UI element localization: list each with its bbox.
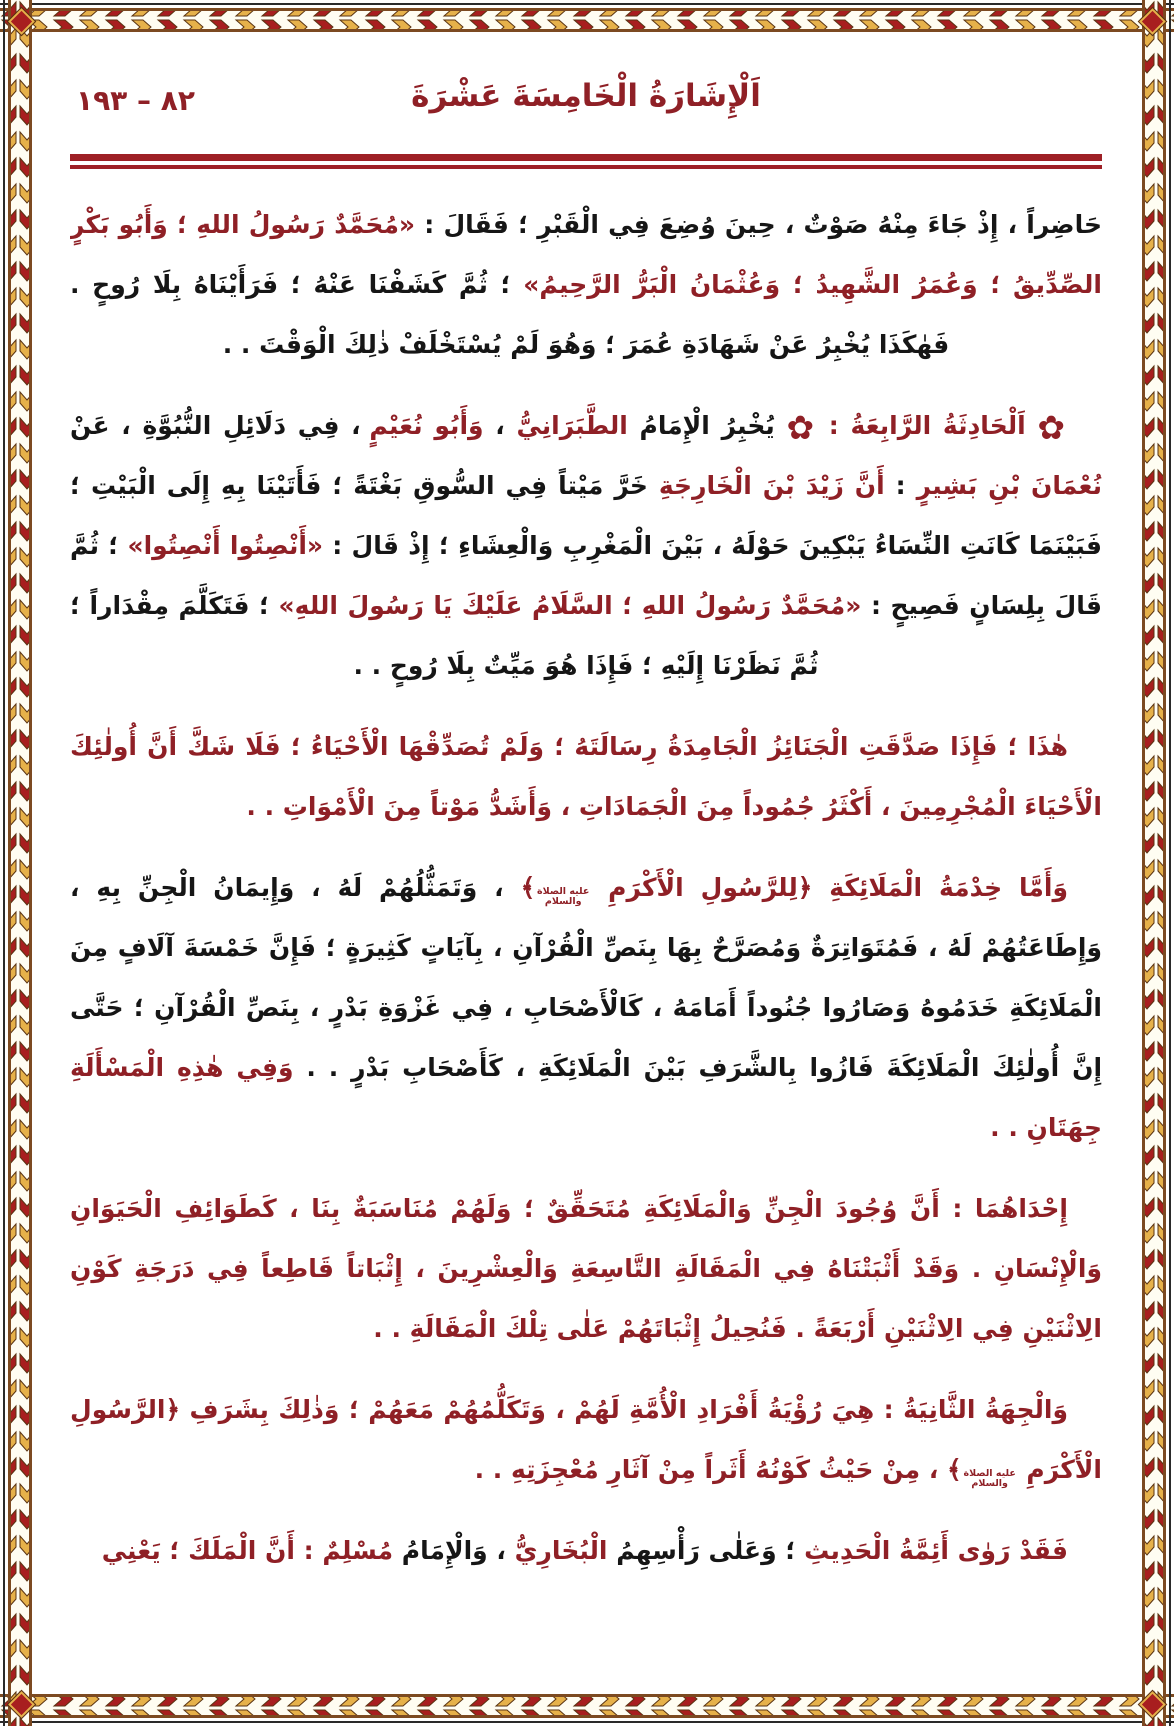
border-left-strip bbox=[0, 0, 40, 1726]
paragraph bbox=[70, 717, 1102, 837]
text-segment: «أَنْصِتُوا أَنْصِتُوا» bbox=[127, 531, 324, 560]
text-segment: هٰذَا ؛ فَإِذَا صَدَّقَتِ الْجَنَائِزُ الْجَامِدَةُ رِسَالَتَهُ ؛ وَلَمْ تُصَدِّقْهَا الْأَحْيَاءُ ؛ فَلَا شَكَّ أَنَّ أُولٰئِكَ الْأَحْيَاءَ الْمُجْرِمِينَ ، أَكْثَرُ جُمُوداً مِنَ الْجَمَادَاتِ ، وَأَشَدُّ مَوْتاً مِنَ الْأَمْوَاتِ . . bbox=[70, 732, 1102, 821]
paragraph bbox=[70, 1521, 1102, 1581]
text-segment: وَأَمَّا خِدْمَةُ الْمَلَائِكَةِ ﴿لِلرَّسُولِ الْأَكْرَمِ bbox=[591, 873, 1068, 902]
paragraph bbox=[70, 1179, 1102, 1359]
body-text bbox=[70, 195, 1102, 1581]
text-segment: مُسْلِمٌ bbox=[322, 1536, 394, 1565]
text-segment: فَقَدْ رَوٰى أَئِمَّةُ الْحَدِيثِ bbox=[804, 1536, 1068, 1565]
text-segment: وَأَبُو نُعَيْمٍ bbox=[369, 411, 484, 440]
text-segment: إِحْدَاهُمَا : أَنَّ وُجُودَ الْجِنِّ وَالْمَلَائِكَةِ مُتَحَقِّقٌ ؛ وَلَهُمْ مُنَاسَبَةٌ بِنَا ، كَطَوَائِفِ الْحَيَوَانِ وَالْإِنْسَانِ . وَقَدْ أَثْبَتْنَاهُ فِي الْمَقَالَةِ التَّاسِعَةِ وَالْعِشْرِينَ ، إِثْبَاتاً قَاطِعاً فِي دَرَجَةِ كَوْنِ الِاثْنَيْنِ فِي الِاثْنَيْنِ أَرْبَعَةً . فَنُحِيلُ إِثْبَاتَهُمْ عَلٰى تِلْكَ الْمَقَالَةِ . . bbox=[70, 1194, 1102, 1343]
page-title: اَلْإِشَارَةُ الْخَامِسَةَ عَشْرَةَ bbox=[411, 78, 761, 114]
text-segment: ﴾ ، مِنْ حَيْثُ كَوْنُهُ أَثَراً مِنْ آثَارِ مُعْجِزَتِهِ . . bbox=[474, 1455, 962, 1484]
header-divider bbox=[70, 154, 1102, 169]
corner-ornament bbox=[8, 8, 35, 35]
paragraph bbox=[70, 858, 1102, 1158]
text-segment: وَفِي هٰذِهِ الْمَسْأَلَةِ جِهَتَانِ . . bbox=[70, 1053, 1102, 1142]
text-segment: ؛ ثُمَّ قَالَ بِلِسَانٍ فَصِيحٍ : bbox=[70, 531, 1102, 620]
text-segment: وَالْجِهَةُ الثَّانِيَةُ : هِيَ رُؤْيَةُ أَفْرَادِ الْأُمَّةِ لَهُمْ ، وَتَكَلُّمُهُمْ مَعَهُمْ ؛ وَذٰلِكَ بِشَرَفِ ﴿الرَّسُولِ الْأَكْرَمِ bbox=[70, 1395, 1102, 1484]
text-segment: ؛ ثُمَّ كَشَفْنَا عَنْهُ ؛ فَرَأَيْنَاهُ بِلَا رُوحٍ . فَهٰكَذَا يُخْبِرُ عَنْ شَهَادَةِ عُمَرَ ؛ وَهُوَ لَمْ يُسْتَخْلَفْ ذٰلِكَ الْوَقْتَ . . bbox=[70, 270, 950, 359]
text-segment: : bbox=[884, 471, 917, 500]
text-segment: خَرَّ مَيْتاً فِي السُّوقِ بَغْتَةً ؛ فَأَتَيْنَا بِهِ إِلَى الْبَيْتِ ؛ فَبَيْنَمَا كَانَتِ النِّسَاءُ يَبْكِينَ حَوْلَهُ ، بَيْنَ الْمَغْرِبِ وَالْعِشَاءِ ؛ إِذْ قَالَ : bbox=[70, 471, 1102, 560]
text-segment: ، وَالْإِمَامُ bbox=[393, 1536, 515, 1565]
flower-ornament-icon: ✿ bbox=[1037, 408, 1069, 447]
text-segment: ، وَتَمَثُّلُهُمْ لَهُ ، وَإِيمَانُ الْجِنِّ بِهِ ، وَإِطَاعَتُهُمْ لَهُ ، فَمُتَوَاتِرَةٌ وَمُصَرَّحٌ بِهَا بِنَصِّ الْقُرْآنِ ، بِآيَاتٍ كَثِيرَةٍ ؛ فَإِنَّ خَمْسَةَ آلَافٍ مِنَ الْمَلَائِكَةِ خَدَمُوهُ وَصَارُوا جُنُوداً أَمَامَهُ ، كَالْأَصْحَابِ ، فِي غَزْوَةِ بَدْرٍ ، بِنَصِّ الْقُرْآنِ ؛ حَتَّى إِنَّ أُولٰئِكَ الْمَلَائِكَةَ فَازُوا بِالشَّرَفِ بَيْنَ الْمَلَائِكَةِ ، كَأَصْحَابِ بَدْرٍ . . bbox=[70, 873, 1102, 1082]
text-segment: الطَّبَرَانِيُّ bbox=[516, 411, 628, 440]
text-segment: ؛ فَتَكَلَّمَ مِقْدَاراً ؛ ثُمَّ نَظَرْنَا إِلَيْهِ ؛ فَإِذَا هُوَ مَيِّتٌ بِلَا رُوحٍ . . bbox=[70, 591, 819, 680]
text-segment: «مُحَمَّدٌ رَسُولُ اللهِ ؛ السَّلَامُ عَلَيْكَ يَا رَسُولَ اللهِ» bbox=[278, 591, 862, 620]
paragraph bbox=[70, 1380, 1102, 1500]
paragraph bbox=[70, 195, 1102, 375]
text-segment: «مُحَمَّدٌ رَسُولُ اللهِ ؛ وَأَبُو بَكْرٍ الصِّدِّيقُ ؛ وَعُمَرُ الشَّهِيدُ ؛ وَعُثْمَانُ الْبَرُّ الرَّحِيمُ» bbox=[70, 210, 1102, 299]
page-content bbox=[70, 48, 1102, 1680]
text-segment: ﴾ bbox=[520, 873, 536, 902]
corner-ornament bbox=[1139, 1691, 1166, 1718]
paragraph bbox=[70, 396, 1102, 696]
flower-ornament-icon: ✿ bbox=[786, 408, 818, 447]
text-segment: ، bbox=[483, 411, 517, 440]
border-right-strip bbox=[1134, 0, 1174, 1726]
border-top-strip bbox=[0, 0, 1174, 40]
text-segment: يُخْبِرُ الْإِمَامُ bbox=[627, 411, 787, 440]
text-segment: نُعْمَانَ بْنِ بَشِيرٍ bbox=[916, 471, 1102, 500]
corner-ornament bbox=[1139, 8, 1166, 35]
text-segment: الْبُخَارِيُّ bbox=[514, 1536, 608, 1565]
text-segment: حَاضِراً ، إِذْ جَاءَ مِنْهُ صَوْتٌ ، حِينَ وُضِعَ فِي الْقَبْرِ ؛ فَقَالَ : bbox=[415, 210, 1102, 239]
text-segment: اَلْحَادِثَةُ الرَّابِعَةُ : bbox=[817, 411, 1038, 440]
text-segment: ؛ وَعَلٰى رَأْسِهِمُ bbox=[607, 1536, 805, 1565]
page-header bbox=[70, 66, 1102, 154]
border-bottom-strip bbox=[0, 1686, 1174, 1726]
salawat-ligature: عليه الصلاة والسلام bbox=[963, 1468, 1016, 1489]
salawat-ligature: عليه الصلاة والسلام bbox=[537, 886, 590, 907]
text-segment: أَنَّ زَيْدَ بْنَ الْخَارِجَةِ bbox=[658, 471, 885, 500]
text-segment: : أَنَّ الْمَلَكَ ؛ يَعْنِي bbox=[101, 1536, 323, 1565]
page-number: ٨٢ – ١٩٣ bbox=[76, 84, 195, 117]
text-segment: ، فِي دَلَائِلِ النُّبُوَّةِ ، عَنْ bbox=[70, 411, 370, 440]
corner-ornament bbox=[8, 1691, 35, 1718]
